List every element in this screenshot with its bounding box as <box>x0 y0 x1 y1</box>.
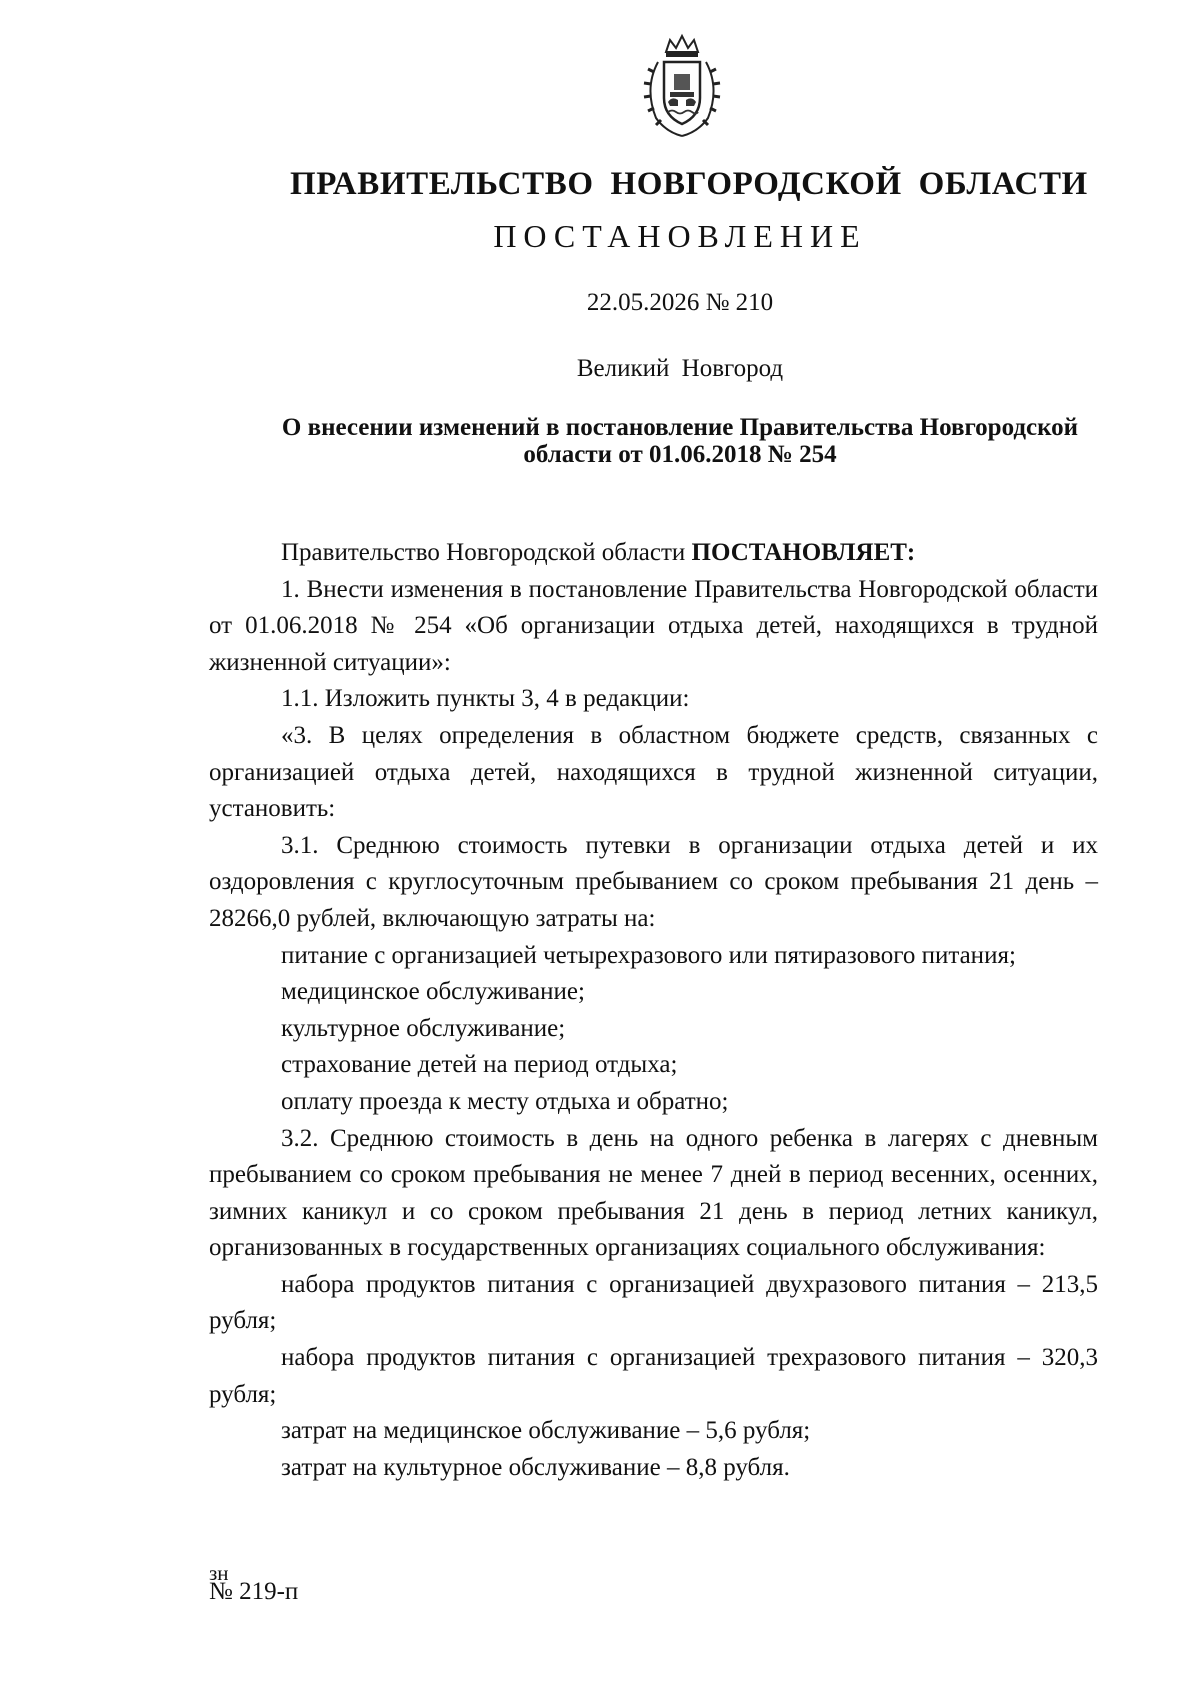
cost-item-three-meals: набора продуктов питания с организацией трехразового питания – 320,3 рубля; <box>209 1344 1098 1408</box>
document-type: ПОСТАНОВЛЕНИЕ <box>493 218 867 254</box>
document-body <box>209 535 1098 1486</box>
document-place: Великий Новгород <box>576 355 784 382</box>
preamble-text: Правительство Новгородской области <box>281 539 692 566</box>
document-subject: О внесении изменений в постановление Правительства Новгородской области от 01.06.2018 № 254 <box>281 414 1079 468</box>
cost-item-cultural: затрат на культурное обслуживание – 8,8 рубля. <box>281 1453 790 1481</box>
preamble-decision: ПОСТАНОВЛЯЕТ: <box>691 539 916 566</box>
paragraph-3-1: 3.1. Среднюю стоимость путевки в организации отдыха детей и их оздоровления с круглосуточным пребыванием со сроком пребывания 21 день – 28266,0 рублей, включающую затраты на: <box>209 831 1098 932</box>
document-date-number: 22.05.2026 № 210 <box>586 289 774 316</box>
preamble <box>209 535 1098 572</box>
paragraph-3-2: 3.2. Среднюю стоимость в день на одного ребенка в лагерях с дневным пребыванием со сроком пребывания не менее 7 дней в период весенних, осенних, зимних каникул и со сроком пребывания 21 день в период летних каникул, организованных в государственных организациях социального обслуживания: <box>209 1124 1098 1262</box>
organization-title: ПРАВИТЕЛЬСТВО НОВГОРОДСКОЙ ОБЛАСТИ <box>290 166 1088 202</box>
cost-item-two-meals: набора продуктов питания с организацией двухразового питания – 213,5 рубля; <box>209 1270 1098 1335</box>
list-item-cultural: культурное обслуживание; <box>281 1014 566 1042</box>
footer-executor-code: зн <box>209 1561 229 1585</box>
novgorod-coat-of-arms-icon <box>636 32 728 140</box>
list-item-medical: медицинское обслуживание; <box>281 978 585 1006</box>
paragraph-3: «3. В целях определения в областном бюджете средств, связанных с организацией отдыха детей, находящихся в трудной жизненной ситуации, установить: <box>209 721 1098 823</box>
cost-item-medical: затрат на медицинское обслуживание – 5,6 рубля; <box>281 1417 811 1445</box>
paragraph-1: 1. Внести изменения в постановление Правительства Новгородской области от 01.06.2018 № 254 «Об организации отдыха детей, находящихся в трудной жизненной ситуации»: <box>209 575 1098 676</box>
paragraph-1-1: 1.1. Изложить пункты 3, 4 в редакции: <box>281 685 690 713</box>
list-item-insurance: страхование детей на период отдыха; <box>281 1051 678 1079</box>
list-item-food: питание с организацией четырехразового или пятиразового питания; <box>281 941 1016 969</box>
footer-document-number: № 219-п <box>209 1578 299 1605</box>
list-item-travel: оплату проезда к месту отдыха и обратно; <box>281 1087 729 1115</box>
